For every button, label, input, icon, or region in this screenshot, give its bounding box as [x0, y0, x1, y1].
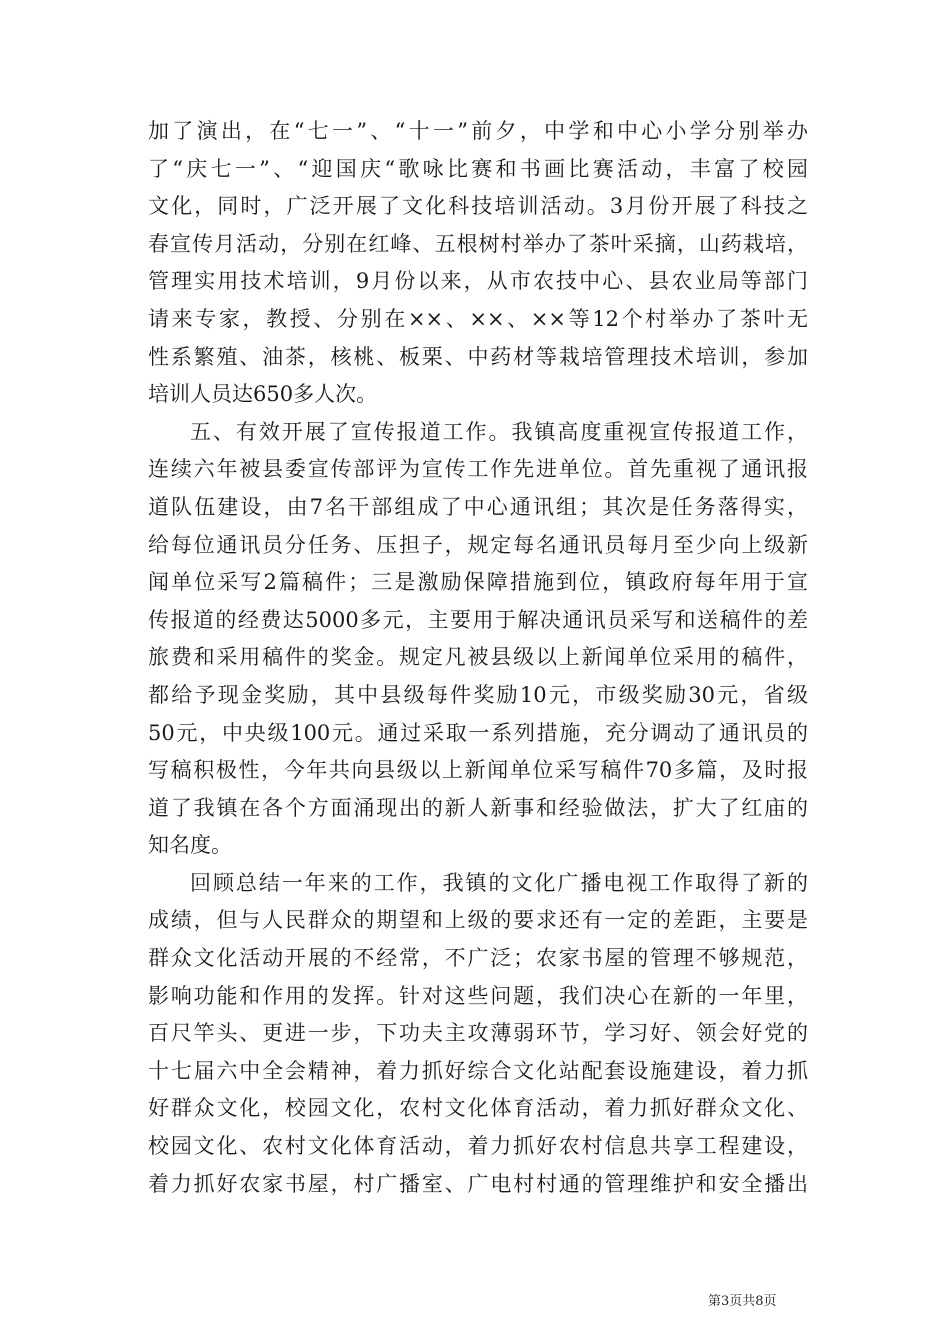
- paragraph-line: 成绩，但与人民群众的期望和上级的要求还有一定的差距，主要是: [148, 908, 808, 933]
- paragraph-line: 知名度。: [148, 833, 232, 858]
- paragraph-line: 文化，同时，广泛开展了文化科技培训活动。3月份开展了科技之: [148, 194, 808, 219]
- paragraph-line: 着力抓好农家书屋，村广播室、广电村村通的管理维护和安全播出: [148, 1171, 808, 1196]
- document-body: [148, 113, 808, 1203]
- paragraph-line: 好群众文化，校园文化，农村文化体育活动，着力抓好群众文化、: [148, 1096, 808, 1121]
- paragraph-line: 影响功能和作用的发挥。针对这些问题，我们决心在新的一年里，: [148, 983, 808, 1008]
- paragraph-line: 春宣传月活动，分别在红峰、五根树村举办了茶叶采摘，山药栽培，: [148, 231, 808, 256]
- paragraph-line: 50元，中央级100元。通过采取一系列措施，充分调动了通讯员的: [148, 720, 808, 745]
- paragraph-line: 百尺竿头、更进一步，下功夫主攻薄弱环节，学习好、领会好党的: [148, 1021, 808, 1046]
- paragraph-line: 加了演出，在“七一”、“十一”前夕，中学和中心小学分别举办: [148, 119, 808, 143]
- paragraph-line: 请来专家，教授、分别在××、××、××等12个村举办了茶叶无: [148, 306, 808, 331]
- paragraph-line: 旅费和采用稿件的奖金。规定凡被县级以上新闻单位采用的稿件，: [148, 645, 808, 670]
- paragraph-line: 了“庆七一”、“迎国庆“歌咏比赛和书画比赛活动，丰富了校园: [148, 156, 808, 181]
- paragraph-line: 连续六年被县委宣传部评为宣传工作先进单位。首先重视了通讯报: [148, 457, 808, 482]
- paragraph-line: 道队伍建设，由7名干部组成了中心通讯组；其次是任务落得实，: [148, 494, 808, 519]
- paragraph-line: 管理实用技术培训，9月份以来，从市农技中心、县农业局等部门: [148, 269, 808, 294]
- paragraph-line: 闻单位采写2篇稿件；三是激励保障措施到位，镇政府每年用于宣: [148, 570, 808, 595]
- paragraph-line: 回顾总结一年来的工作，我镇的文化广播电视工作取得了新的: [190, 870, 808, 895]
- paragraph-line: 写稿积极性，今年共向县级以上新闻单位采写稿件70多篇，及时报: [148, 758, 808, 783]
- paragraph-line: 道了我镇在各个方面涌现出的新人新事和经验做法，扩大了红庙的: [148, 795, 808, 820]
- paragraph-line: 传报道的经费达5000多元，主要用于解决通讯员采写和送稿件的差: [148, 607, 808, 632]
- paragraph-line: 给每位通讯员分任务、压担子，规定每名通讯员每月至少向上级新: [148, 532, 808, 557]
- page-number: 第3页共8页: [708, 1294, 777, 1309]
- paragraph-line: 培训人员达650多人次。: [148, 382, 378, 407]
- paragraph-line: 校园文化、农村文化体育活动，着力抓好农村信息共享工程建设，: [148, 1134, 808, 1159]
- paragraph-line: 五、有效开展了宣传报道工作。我镇高度重视宣传报道工作，: [190, 419, 808, 444]
- paragraph-line: 性系繁殖、油茶，核桃、板栗、中药材等栽培管理技术培训，参加: [148, 344, 808, 369]
- paragraph-line: 群众文化活动开展的不经常，不广泛；农家书屋的管理不够规范，: [148, 946, 808, 971]
- paragraph-line: 都给予现金奖励，其中县级每件奖励10元，市级奖励30元，省级: [148, 682, 808, 707]
- paragraph-line: 十七届六中全会精神，着力抓好综合文化站配套设施建设，着力抓: [148, 1058, 808, 1083]
